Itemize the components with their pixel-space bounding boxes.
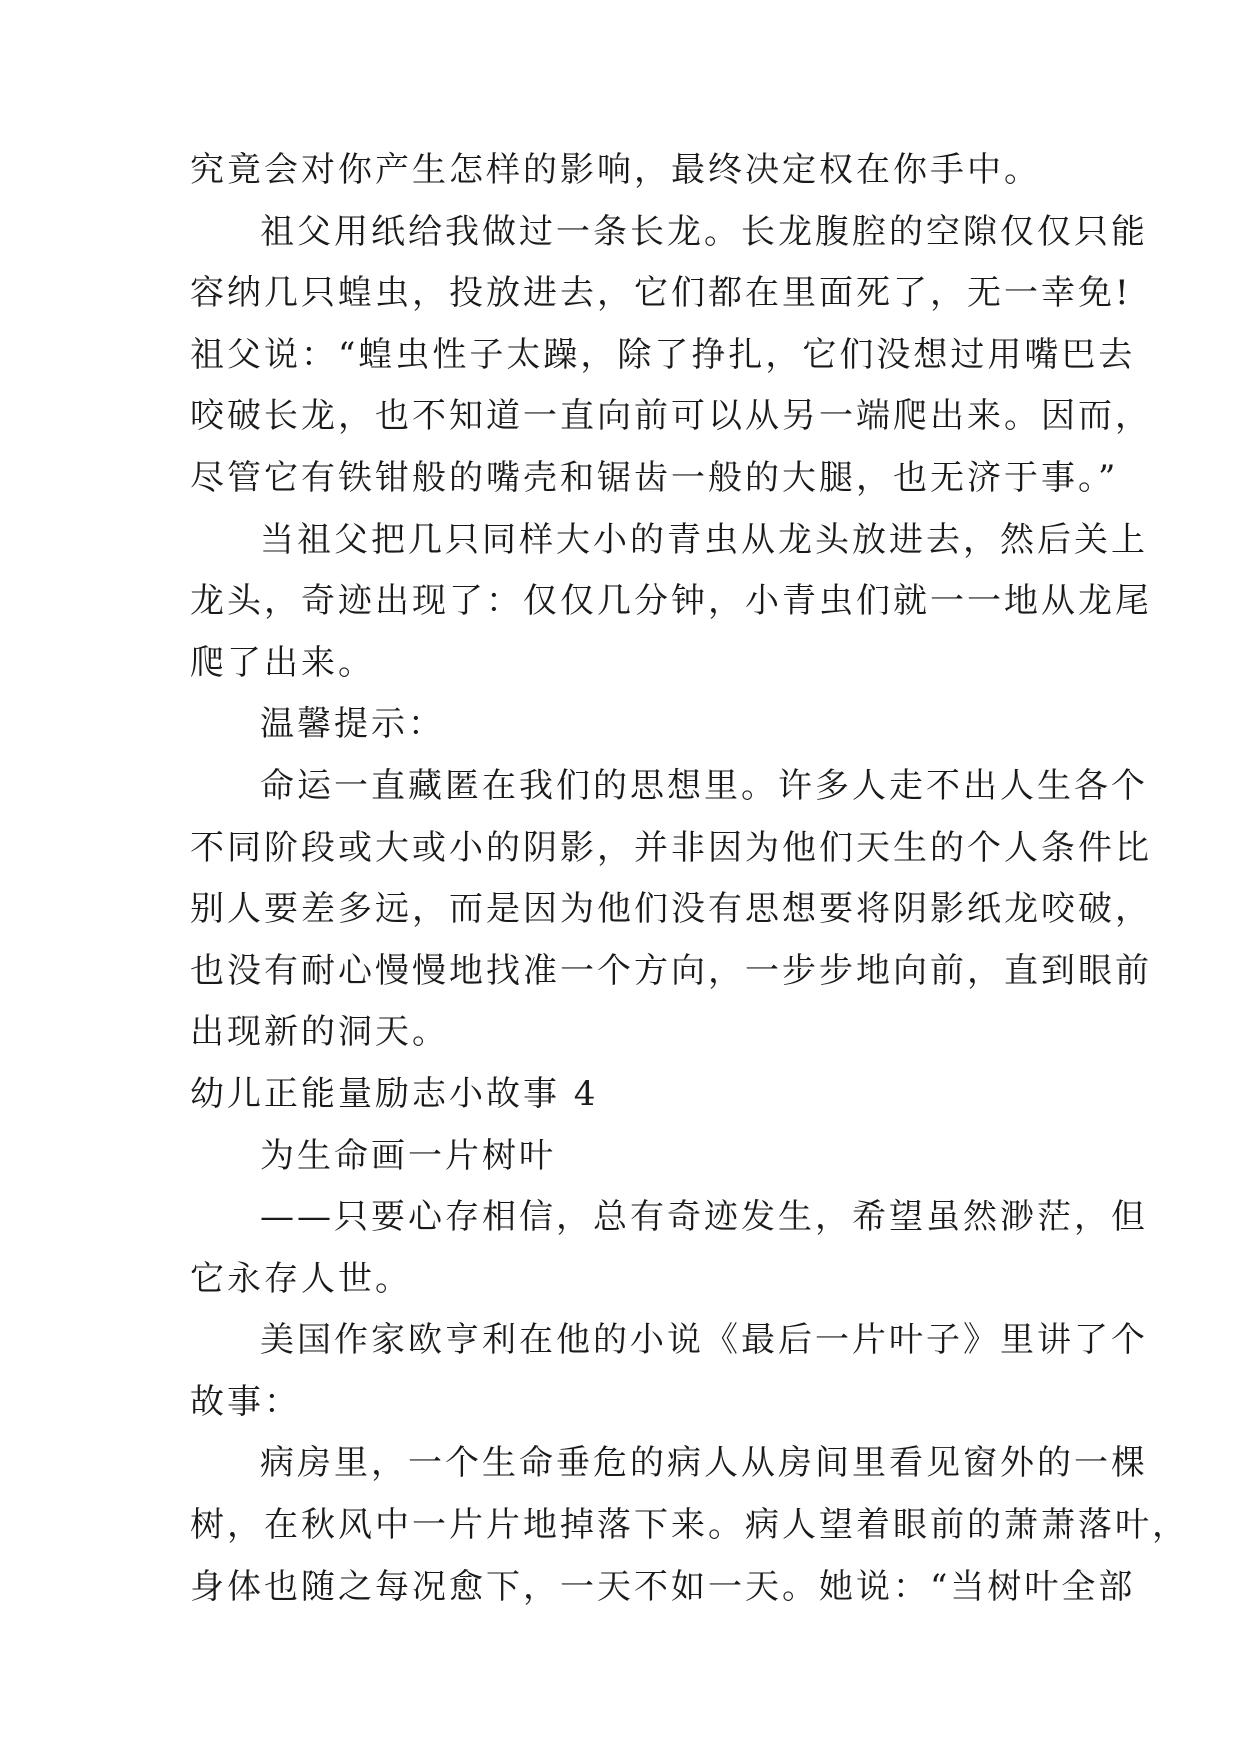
text-line: 咬破长龙，也不知道一直向前可以从另一端爬出来。因而，: [190, 396, 1152, 437]
text-line: 出现新的洞天。: [190, 1012, 449, 1053]
text-line: 不同阶段或大或小的阴影，并非因为他们天生的个人条件比: [190, 827, 1152, 868]
paragraph-start-line: 病房里，一个生命垂危的病人从房间里看见窗外的一棵: [260, 1443, 1148, 1484]
text-line: 树，在秋风中一片片地掉落下来。病人望着眼前的萧萧落叶，: [190, 1505, 1189, 1546]
text-line: 祖父说：“蝗虫性子太躁，除了挣扎，它们没想过用嘴巴去: [190, 334, 1136, 375]
text-line: 故事：: [190, 1381, 301, 1422]
text-line: 身体也随之每况愈下，一天不如一天。她说：“当树叶全部: [190, 1566, 1136, 1607]
text-line: 容纳几只蝗虫，投放进去，它们都在里面死了，无一幸免!: [190, 273, 1132, 314]
paragraph-start-line: 命运一直藏匿在我们的思想里。许多人走不出人生各个: [260, 765, 1148, 806]
story-title: 为生命画一片树叶: [260, 1135, 556, 1176]
text-line: 爬了出来。: [190, 642, 375, 683]
text-line: 尽管它有铁钳般的嘴壳和锯齿一般的大腿，也无济于事。”: [190, 457, 1119, 498]
paragraph-start-line: 美国作家欧亨利在他的小说《最后一片叶子》里讲了个: [260, 1320, 1148, 1361]
paragraph-start-line: 当祖父把几只同样大小的青虫从龙头放进去，然后关上: [260, 519, 1148, 560]
text-line: 别人要差多远，而是因为他们没有思想要将阴影纸龙咬破，: [190, 889, 1152, 930]
text-line: 龙头，奇迹出现了：仅仅几分钟，小青虫们就一一地从龙尾: [190, 581, 1152, 622]
section-heading: 幼儿正能量励志小故事 4: [190, 1073, 599, 1114]
text-line: 究竟会对你产生怎样的影响，最终决定权在你手中。: [190, 150, 1041, 190]
text-line: 也没有耐心慢慢地找准一个方向，一步步地向前，直到眼前: [190, 950, 1152, 991]
tip-heading: 温馨提示：: [260, 704, 445, 745]
document-body: [190, 140, 1189, 1618]
text-line: 它永存人世。: [190, 1258, 412, 1299]
paragraph-start-line: 祖父用纸给我做过一条长龙。长龙腹腔的空隙仅仅只能: [260, 211, 1148, 252]
story-subtitle: ——只要心存相信，总有奇迹发生，希望虽然渺茫，但: [260, 1197, 1148, 1238]
